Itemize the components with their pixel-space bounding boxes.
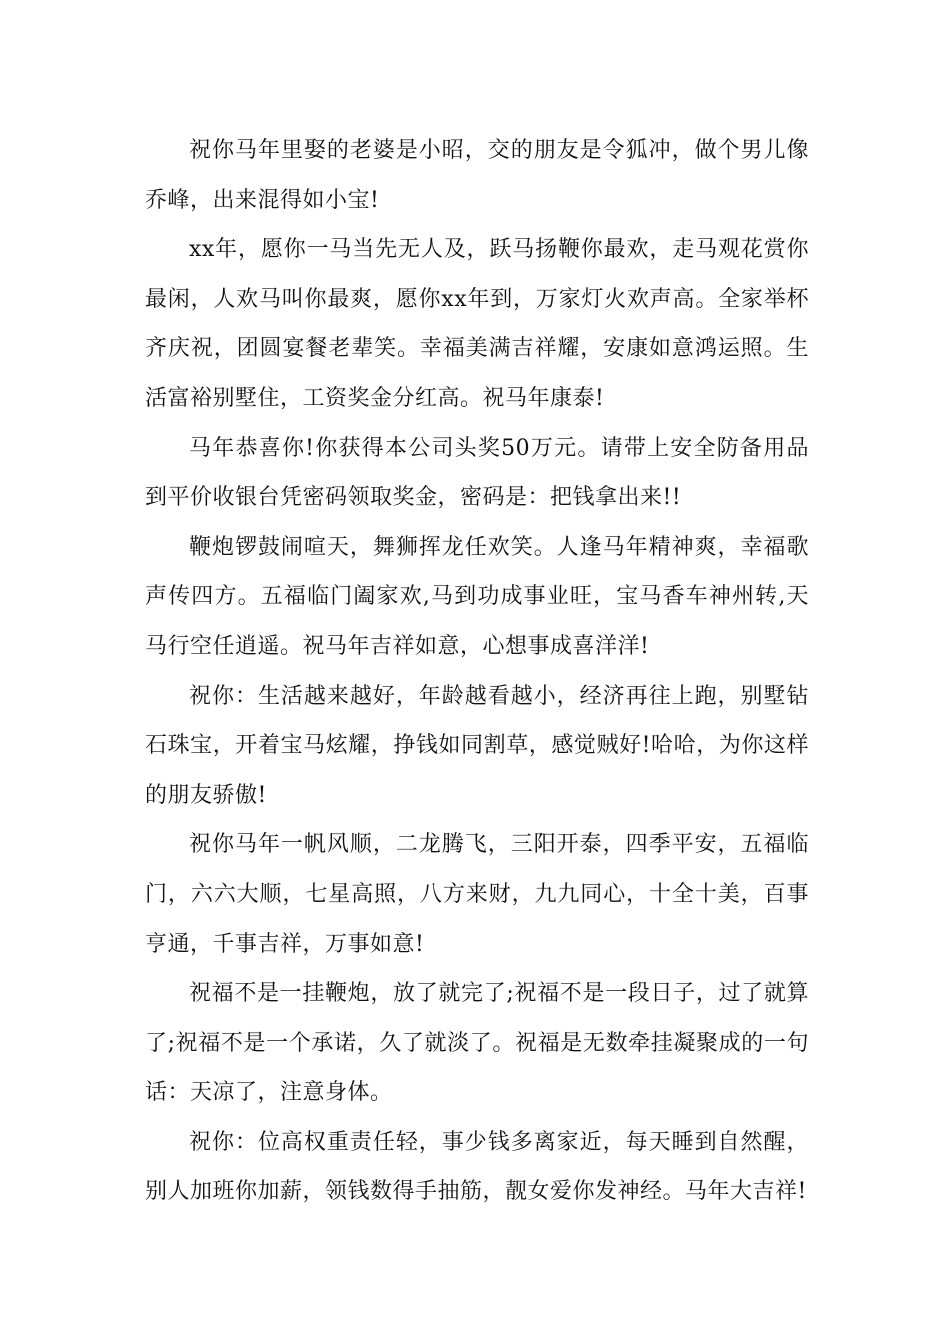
paragraph: 祝你：位高权重责任轻，事少钱多离家近，每天睡到自然醒，别人加班你加薪，领钱数得手抽筋，靓女爱你发神经。马年大吉祥! [145,1129,809,1205]
document-body [145,126,809,1217]
paragraph: xx年，愿你一马当先无人及，跃马扬鞭你最欢，走马观花赏你最闲，人欢马叫你最爽，愿你xx年到，万家灯火欢声高。全家举杯齐庆祝，团圆宴餐老辈笑。幸福美满吉祥耀，安康如意鸿运照。生活富裕别墅住，工资奖金分红高。祝马年康泰! [145,237,809,411]
paragraph: 祝你马年一帆风顺，二龙腾飞，三阳开泰，四季平安，五福临门，六六大顺，七星高照，八方来财，九九同心，十全十美，百事亨通，千事吉祥，万事如意! [145,832,809,957]
paragraph: 鞭炮锣鼓闹喧天，舞狮挥龙任欢笑。人逢马年精神爽，幸福歌声传四方。五福临门阖家欢,马到功成事业旺，宝马香车神州转,天马行空任逍遥。祝马年吉祥如意，心想事成喜洋洋! [145,534,809,659]
paragraph: 祝你马年里娶的老婆是小昭，交的朋友是令狐冲，做个男儿像乔峰，出来混得如小宝! [145,138,809,213]
paragraph: 祝福不是一挂鞭炮，放了就完了;祝福不是一段日子，过了就算了;祝福不是一个承诺，久了就淡了。祝福是无数牵挂凝聚成的一句话：天凉了，注意身体。 [145,981,809,1106]
paragraph: 马年恭喜你!你获得本公司头奖50万元。请带上安全防备用品到平价收银台凭密码领取奖金，密码是：把钱拿出来!! [145,435,809,511]
paragraph: 祝你：生活越来越好，年龄越看越小，经济再往上跑，别墅钻石珠宝，开着宝马炫耀，挣钱如同割草，感觉贼好!哈哈，为你这样的朋友骄傲! [145,683,809,808]
